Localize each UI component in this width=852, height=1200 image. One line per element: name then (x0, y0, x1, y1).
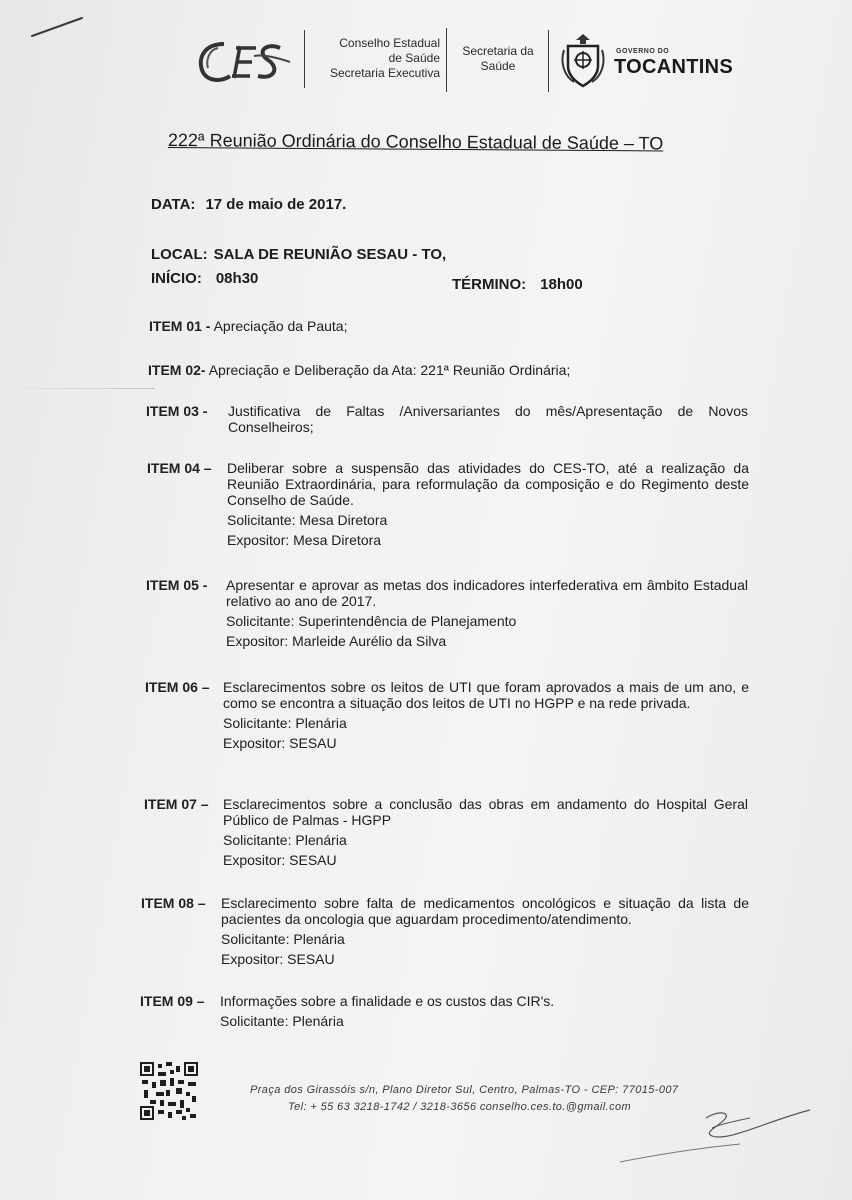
item-label: ITEM 03 - (146, 403, 208, 419)
header-divider (304, 30, 305, 88)
item-label: ITEM 01 - (149, 318, 211, 334)
location-label: LOCAL: (151, 246, 208, 263)
agenda-item-09 (140, 993, 750, 1029)
governo-label: GOVERNO DO (616, 48, 670, 55)
item-presenter: Expositor: SESAU (223, 852, 337, 868)
item-label: ITEM 09 – (140, 993, 205, 1009)
end-value: 18h00 (540, 276, 583, 293)
item-text: Esclarecimento sobre falta de medicamentos oncológicos e situação da lista de pacientes da oncologia que aguardam procedimento/atendimento. (221, 895, 749, 927)
item-text: Esclarecimentos sobre os leitos de UTI que foram aprovados a mais de um ano, e como se encontra a situação dos leitos de UTI no HGPP e na rede privada. (223, 679, 749, 711)
item-requester: Solicitante: Plenária (220, 1013, 344, 1029)
meeting-end (452, 276, 583, 293)
meeting-location (151, 246, 446, 263)
conselho-block (316, 36, 440, 81)
item-requester: Solicitante: Superintendência de Planejamento (226, 613, 517, 629)
agenda-item-04 (147, 460, 751, 548)
item-label: ITEM 04 – (147, 460, 212, 476)
agenda-item-06 (145, 679, 751, 751)
agenda-item-05 (146, 577, 750, 649)
secretaria-block (454, 44, 542, 74)
tocantins-coat-of-arms-icon (560, 32, 606, 88)
item-requester: Solicitante: Plenária (223, 715, 347, 731)
tocantins-label: TOCANTINS (614, 56, 733, 78)
conselho-line-1: Conselho Estadual (339, 36, 440, 50)
document-title: 222ª Reunião Ordinária do Conselho Estadual de Saúde – TO (167, 130, 664, 154)
item-text: Esclarecimentos sobre a conclusão das obras em andamento do Hospital Geral Público de Palmas - HGPP (223, 796, 748, 828)
item-presenter: Expositor: Marleide Aurélio da Silva (226, 633, 447, 649)
conselho-line-2: de Saúde (388, 51, 440, 65)
item-label: ITEM 07 – (144, 796, 209, 812)
footer-address: Praça dos Girassóis s/n, Plano Diretor Sul, Centro, Palmas-TO - CEP: 77015-007 (250, 1084, 679, 1096)
end-label: TÉRMINO: (452, 276, 527, 293)
item-label: ITEM 08 – (141, 895, 206, 911)
item-label: ITEM 06 – (145, 679, 210, 695)
item-label: ITEM 02- (148, 362, 206, 378)
agenda-item-08 (141, 895, 751, 967)
agenda-item-07 (144, 796, 750, 868)
conselho-line-3: Secretaria Executiva (329, 66, 440, 80)
secretaria-line-2: Saúde (480, 59, 516, 73)
item-label: ITEM 05 - (146, 577, 208, 593)
letterhead (0, 26, 852, 96)
ces-logo-icon (194, 36, 294, 88)
date-label: DATA: (151, 196, 196, 213)
start-label: INÍCIO: (151, 270, 202, 287)
footer-contact: Tel: + 55 63 3218-1742 / 3218-3656 conselho.ces.to.@gmail.com (288, 1101, 632, 1113)
item-requester: Solicitante: Mesa Diretora (227, 512, 388, 528)
agenda-item-01 (149, 318, 749, 334)
item-requester: Solicitante: Plenária (221, 931, 345, 947)
location-value: SALA DE REUNIÃO SESAU - TO, (213, 246, 447, 263)
item-text: Deliberar sobre a suspensão das atividades do CES-TO, até a realização da Reunião Extraordinária, para reformulação da composição e do Regimento deste Conselho de Saúde. (227, 460, 749, 508)
header-divider (446, 28, 447, 92)
item-text: Informações sobre a finalidade e os custos das CIR's. (220, 993, 555, 1009)
item-presenter: Expositor: SESAU (221, 951, 335, 967)
secretaria-line-1: Secretaria da (462, 44, 534, 58)
item-text: Apreciação da Pauta; (213, 318, 348, 334)
agenda-item-03 (146, 403, 750, 435)
date-value: 17 de maio de 2017. (205, 196, 347, 213)
item-text: Apresentar e aprovar as metas dos indicadores interfederativa em âmbito Estadual relativo ao ano de 2017. (226, 577, 748, 609)
handwritten-signature (600, 1098, 820, 1168)
header-divider (548, 30, 549, 92)
agenda-item-02 (148, 362, 748, 378)
item-requester: Solicitante: Plenária (223, 832, 347, 848)
item-presenter: Expositor: Mesa Diretora (227, 532, 382, 548)
meeting-date (151, 196, 346, 213)
start-value: 08h30 (215, 270, 259, 287)
item-text: Apreciação e Deliberação da Ata: 221ª Reunião Ordinária; (208, 362, 571, 378)
fold-mark (0, 388, 155, 389)
qr-code-icon (140, 1062, 198, 1120)
item-presenter: Expositor: SESAU (223, 735, 337, 751)
item-text: Justificativa de Faltas /Aniversariantes do mês/Apresentação de Novos Conselheiros; (228, 403, 748, 435)
meeting-start (151, 270, 258, 287)
